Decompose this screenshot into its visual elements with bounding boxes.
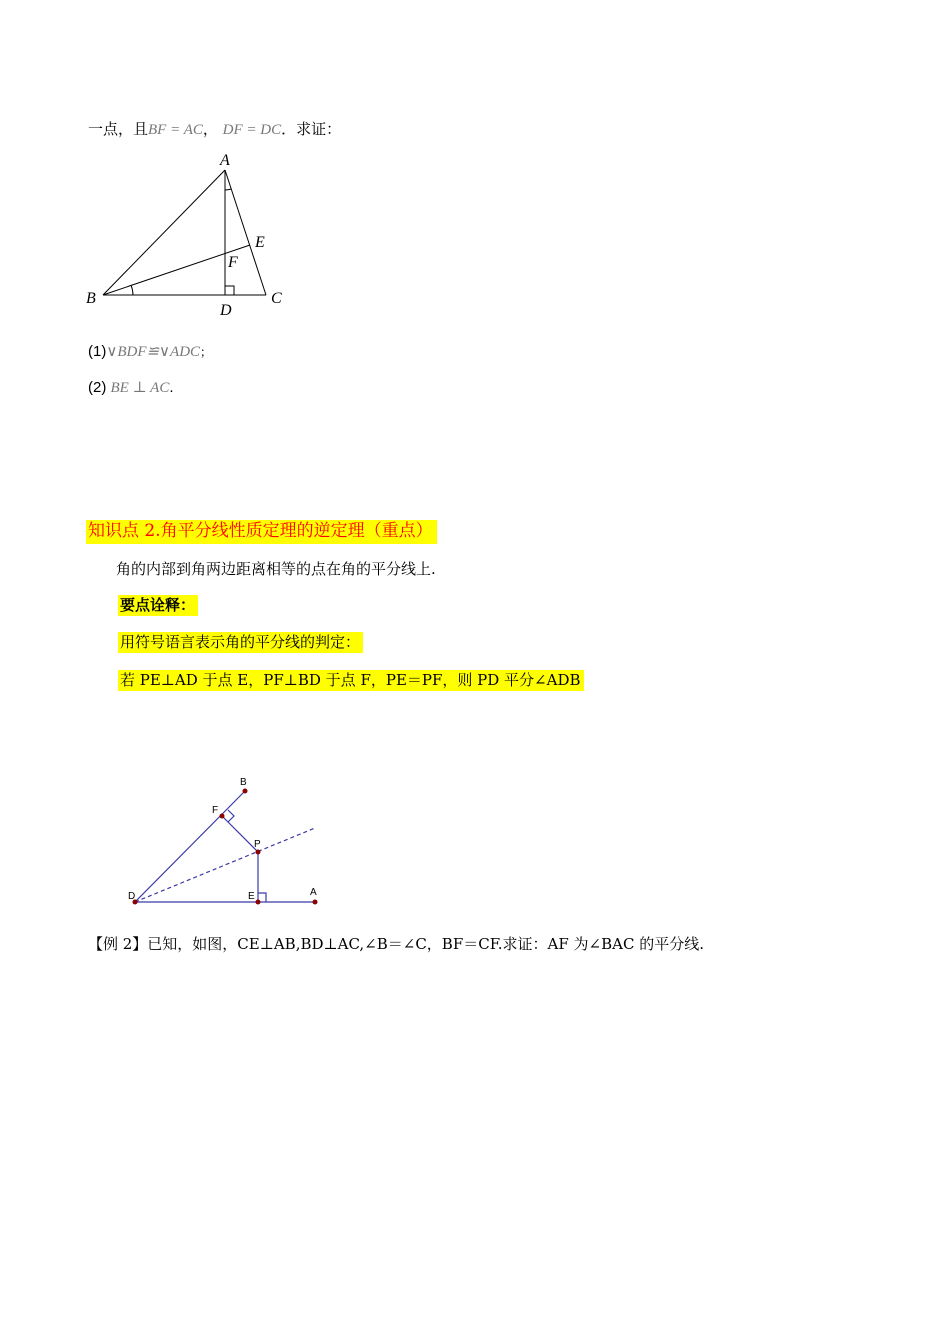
bisector-dashed: [135, 828, 315, 902]
label-e: E: [255, 234, 265, 251]
item-2-math: BE ⊥ AC: [110, 380, 170, 396]
fig2-label-e: E: [248, 891, 255, 902]
note-label-wrap: [118, 594, 198, 615]
item-1-math: ∨BDF≌∨ADC: [106, 344, 201, 360]
label-f: F: [228, 254, 238, 271]
knowledge-point-title-wrap: [86, 516, 437, 541]
angle-arc-a: [225, 189, 231, 190]
example-2-text: 【例 2】已知，如图，CE⊥AB,BD⊥AC,∠B＝∠C，BF＝CF.求证：AF 为∠BAC 的平分线.: [88, 935, 704, 953]
note-line-2-wrap: [118, 669, 584, 690]
item-2-end: .: [169, 379, 174, 396]
segment-ba: [103, 170, 225, 295]
point-a: [313, 900, 318, 905]
segment-pf: [222, 816, 258, 852]
point-f: [220, 814, 225, 819]
fig2-label-d: D: [128, 891, 136, 902]
bisector-figure: [120, 770, 330, 915]
item-1-number: (1): [88, 343, 107, 360]
fig2-label-f: F: [212, 805, 219, 816]
theorem-statement: 角的内部到角两边距离相等的点在角的平分线上.: [116, 560, 436, 578]
intro-sep: ，: [202, 120, 218, 138]
right-angle-mark-d: [225, 286, 234, 295]
fig2-label-b: B: [240, 777, 247, 788]
angle-arc-b: [131, 285, 133, 295]
point-p: [256, 850, 261, 855]
label-b: B: [86, 290, 96, 307]
item-1-end: ；: [200, 345, 213, 359]
triangle-figure: [80, 145, 310, 320]
segment-ac: [225, 170, 266, 295]
right-angle-mark-f: [228, 810, 234, 822]
intro-math-bf-ac: BF = AC: [148, 122, 203, 138]
ray-db: [135, 791, 245, 902]
note-line-1-wrap: [118, 631, 363, 652]
intro-prefix: 一点，且: [88, 120, 149, 138]
note-label: 要点诠释：: [118, 595, 198, 616]
note-line-1: 用符号语言表示角的平分线的判定：: [118, 632, 363, 653]
label-d: D: [220, 302, 232, 319]
fig2-label-a: A: [310, 887, 317, 898]
knowledge-point-title: 知识点 2.角平分线性质定理的逆定理（重点）: [86, 520, 437, 544]
fig2-label-p: P: [254, 839, 261, 850]
item-2: [88, 378, 174, 397]
label-c: C: [271, 290, 282, 307]
item-2-number: (2): [88, 379, 107, 396]
intro-line: [88, 118, 341, 139]
item-1: [88, 342, 212, 361]
point-e: [256, 900, 261, 905]
intro-math-df-dc: DF = DC: [222, 122, 282, 138]
point-b: [243, 789, 248, 794]
note-line-2: 若 PE⊥AD 于点 E，PF⊥BD 于点 F，PE＝PF，则 PD 平分∠ADB: [118, 670, 584, 691]
label-a: A: [220, 152, 230, 169]
intro-suffix: ．求证：: [281, 120, 342, 138]
